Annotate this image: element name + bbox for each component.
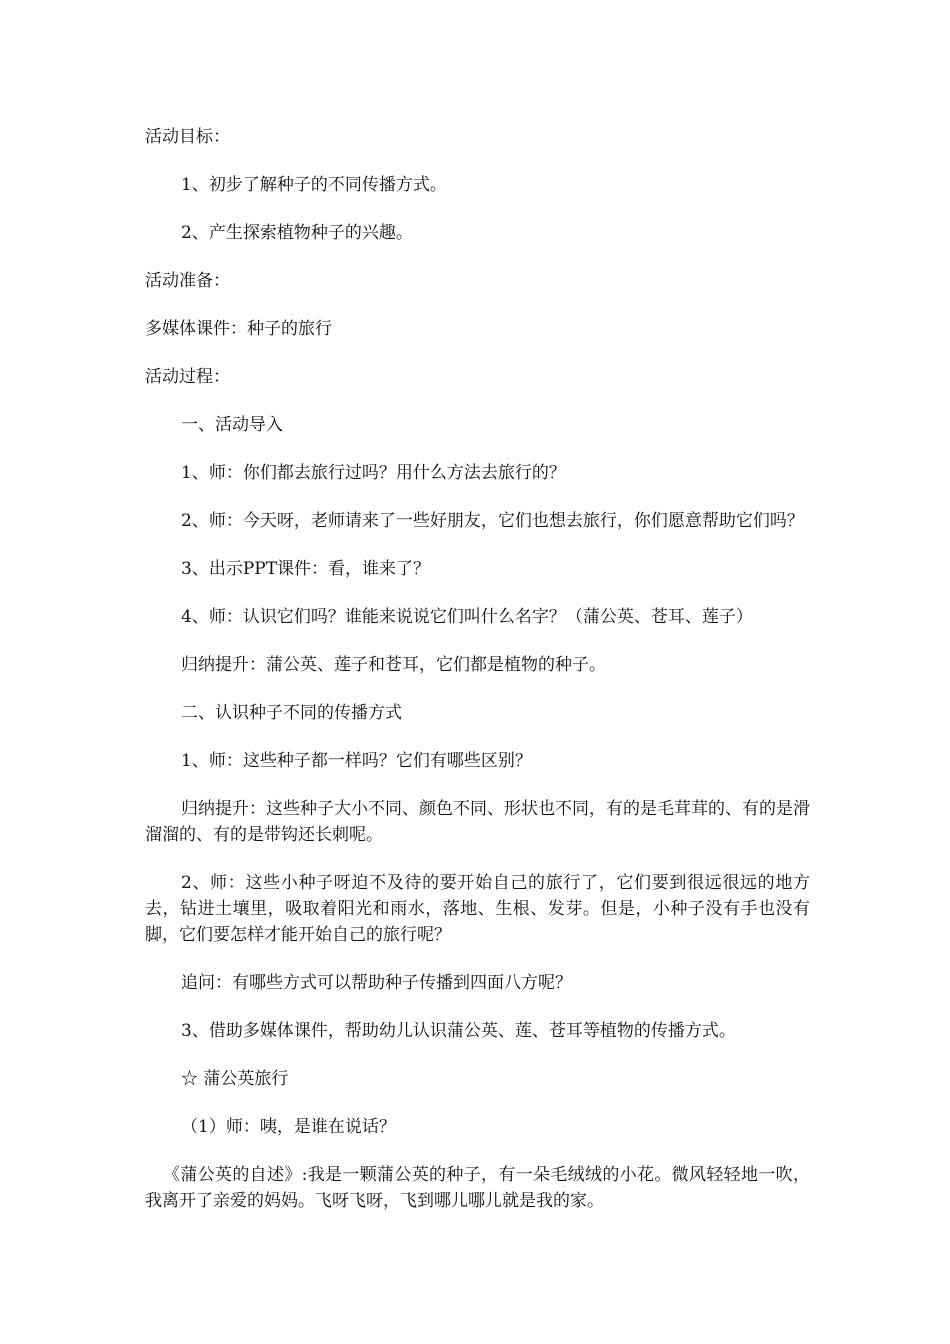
dandelion-step-1: （1）师：咦，是谁在说话？	[181, 1117, 396, 1137]
intro-step-1: 1、师：你们都去旅行过吗？用什么方法去旅行的？	[181, 463, 566, 483]
heading-activity-preparation: 活动准备：	[145, 271, 230, 291]
intro-step-2: 2、师：今天呀，老师请来了一些好朋友，它们也想去旅行，你们愿意帮助它们吗？	[181, 511, 804, 531]
heading-activity-process: 活动过程：	[145, 367, 230, 387]
dispersal-step-1: 1、师：这些种子都一样吗？它们有哪些区别？	[181, 751, 532, 771]
subsection-dandelion: ☆ 蒲公英旅行	[181, 1069, 289, 1089]
dandelion-self-description: 《蒲公英的自述》:我是一颗蒲公英的种子，有一朵毛绒绒的小花。微风轻轻地一吹，我离开了亲爱的妈妈。飞呀飞呀，飞到哪儿哪儿就是我的家。	[145, 1165, 810, 1211]
section-heading-dispersal: 二、认识种子不同的传播方式	[181, 703, 402, 723]
document-body	[145, 124, 810, 1214]
goal-item-2: 2、产生探索植物种子的兴趣。	[181, 223, 413, 243]
intro-summary: 归纳提升：蒲公英、莲子和苍耳，它们都是植物的种子。	[181, 655, 606, 675]
dispersal-step-2: 2、师：这些小种子呀迫不及待的要开始自己的旅行了，它们要到很远很远的地方去，钻进土壤里，吸取着阳光和雨水，落地、生根、发芽。但是，小种子没有手也没有脚，它们要怎样才能开始自己的旅行呢？	[145, 873, 810, 945]
intro-step-4: 4、师：认识它们吗？谁能来说说它们叫什么名字？（蒲公英、苍耳、莲子）	[181, 607, 753, 627]
intro-step-3: 3、出示PPT课件：看，谁来了？	[181, 559, 431, 579]
section-heading-intro: 一、活动导入	[181, 415, 283, 435]
dispersal-step-3: 3、借助多媒体课件，帮助幼儿认识蒲公英、莲、苍耳等植物的传播方式。	[181, 1021, 736, 1041]
heading-activity-goals: 活动目标：	[145, 127, 230, 147]
dispersal-summary: 归纳提升：这些种子大小不同、颜色不同、形状也不同，有的是毛茸茸的、有的是滑溜溜的、有的是带钩还长刺呢。	[145, 799, 810, 845]
goal-item-1: 1、初步了解种子的不同传播方式。	[181, 175, 447, 195]
preparation-item: 多媒体课件：种子的旅行	[145, 319, 332, 339]
dispersal-followup: 追问：有哪些方式可以帮助种子传播到四面八方呢？	[181, 973, 572, 993]
